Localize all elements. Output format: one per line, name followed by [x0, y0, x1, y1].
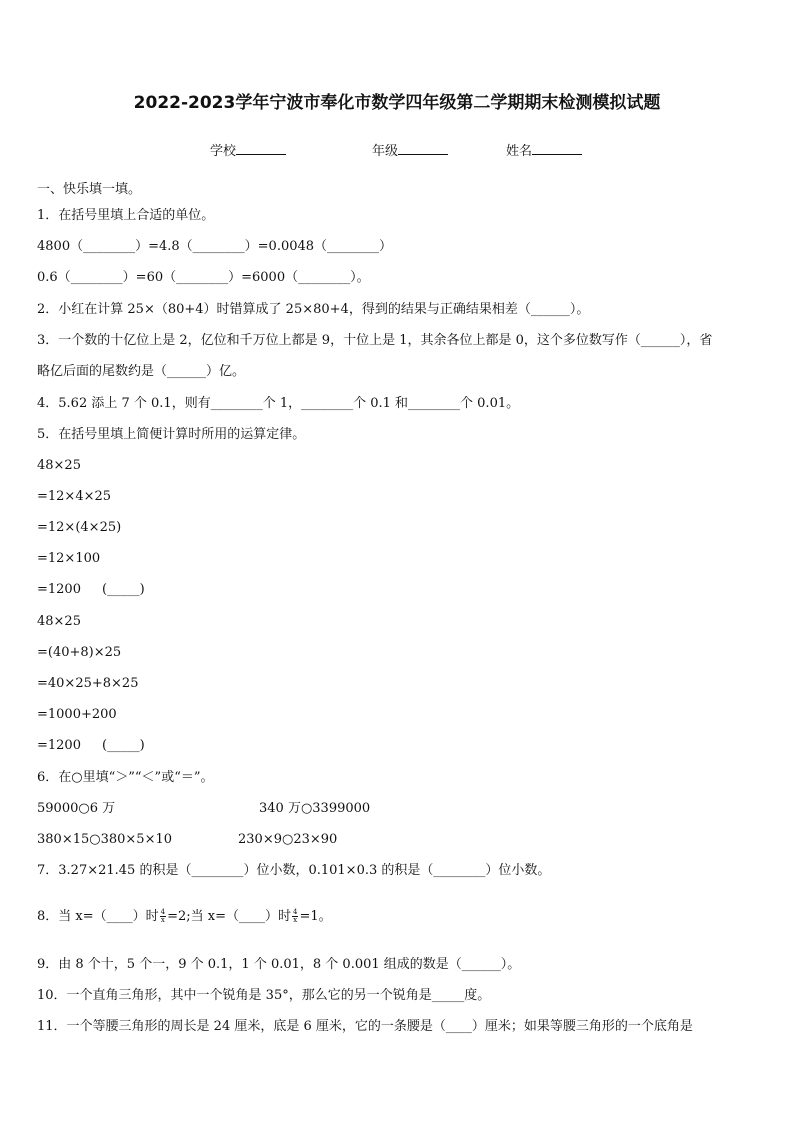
fraction-numerator: 4 — [160, 908, 166, 916]
compare-3: 380×15○380×5×10 — [37, 832, 173, 847]
question-10: 10．一个直角三角形，其中一个锐角是 35°，那么它的另一个锐角是_____度。 — [37, 988, 491, 1003]
calc-b-step-3: =40×25+8×25 — [37, 676, 139, 691]
question-7: 7．3.27×21.45 的积是（________）位小数，0.101×0.3 的积是（________）位小数。 — [37, 863, 551, 878]
section-heading: 一、快乐填一填。 — [37, 182, 142, 197]
fraction-4-over-x-2 — [292, 909, 298, 924]
calc-a-step-2: =12×4×25 — [37, 489, 112, 504]
question-3-line-1: 3．一个数的十亿位上是 2，亿位和千万位上都是 9，十位上是 1，其余各位上都是 0，这个多位数写作（______），省 — [37, 333, 713, 348]
calc-b-step-2: =(40+8)×25 — [37, 645, 122, 660]
name-label: 姓名 — [506, 144, 533, 159]
fraction-4-over-x — [160, 909, 166, 924]
question-2: 2．小红在计算 25×（80+4）时错算成了 25×80+4，得到的结果与正确结果相差（______）。 — [37, 302, 590, 317]
grade-blank — [398, 141, 448, 155]
school-field — [210, 140, 286, 159]
question-8 — [37, 909, 332, 925]
calc-b-answer-blank: (_____) — [102, 738, 145, 753]
fraction-denominator: x — [160, 916, 165, 924]
question-1-stem: 1．在括号里填上合适的单位。 — [37, 208, 215, 223]
name-blank — [532, 141, 582, 155]
question-3-line-2: 略亿后面的尾数约是（______）亿。 — [37, 364, 246, 379]
question-9: 9．由 8 个十，5 个一，9 个 0.1，1 个 0.01，8 个 0.001 组成的数是（______）。 — [37, 957, 521, 972]
question-8-part-2: =2;当 x=（____）时 — [167, 909, 292, 924]
compare-2: 340 万○3399000 — [259, 801, 371, 816]
school-label: 学校 — [210, 144, 237, 159]
calc-b-step-5: =1200 — [37, 738, 81, 753]
question-8-part-3: =1。 — [299, 909, 332, 924]
question-1-row-2: 0.6（________）=60（________）=6000（________）。 — [37, 270, 370, 285]
fraction-numerator-2: 4 — [293, 908, 298, 916]
question-1-row-1: 4800（________）=4.8（________）=0.0048（________） — [37, 239, 393, 254]
calc-a-step-1: 48×25 — [37, 458, 81, 473]
calc-a-step-3: =12×(4×25) — [37, 520, 122, 535]
question-6-stem: 6．在○里填“＞”“＜”或“＝”。 — [37, 770, 214, 785]
question-4: 4．5.62 添上 7 个 0.1，则有________个 1，________个 0.1 和________个 0.01。 — [37, 396, 520, 411]
fraction-denominator-2: x — [293, 916, 298, 924]
question-5-stem: 5．在括号里填上简便计算时所用的运算定律。 — [37, 427, 306, 442]
compare-1: 59000○6 万 — [37, 801, 116, 816]
name-field — [506, 140, 582, 159]
calc-b-step-1: 48×25 — [37, 614, 81, 629]
calc-a-answer-blank: (_____) — [102, 582, 145, 597]
page-title: 2022-2023学年宁波市奉化市数学四年级第二学期期末检测模拟试题 — [133, 93, 661, 113]
grade-field — [372, 140, 448, 159]
question-8-part-1: 8．当 x=（____）时 — [37, 909, 159, 924]
calc-a-step-5: =1200 — [37, 582, 81, 597]
calc-b-step-4: =1000+200 — [37, 707, 117, 722]
school-blank — [236, 141, 286, 155]
grade-label: 年级 — [372, 144, 399, 159]
calc-a-step-4: =12×100 — [37, 551, 101, 566]
compare-4: 230×9○23×90 — [238, 832, 338, 847]
question-11: 11．一个等腰三角形的周长是 24 厘米，底是 6 厘米，它的一条腰是（____）厘米；如果等腰三角形的一个底角是 — [37, 1019, 693, 1034]
